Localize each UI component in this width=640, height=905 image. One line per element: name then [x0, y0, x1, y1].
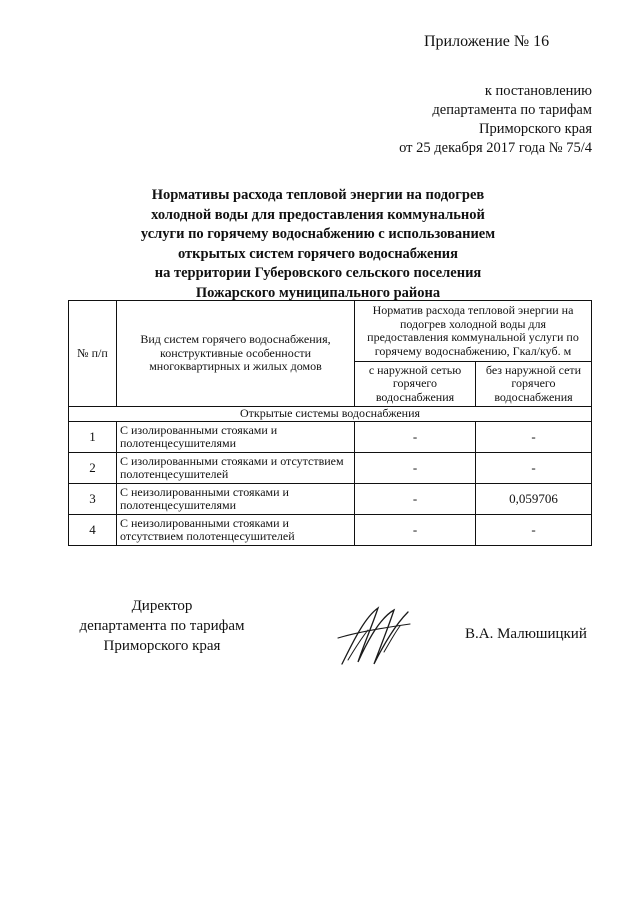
- norms-table: [68, 300, 592, 546]
- row-number: 3: [69, 484, 117, 515]
- title-line: на территории Губеровского сельского поселения: [154, 265, 482, 282]
- table-row: [69, 515, 592, 546]
- table-row: [69, 422, 592, 453]
- value-with-network: -: [355, 515, 476, 546]
- handwritten-signature: [334, 604, 414, 668]
- document-title: [118, 186, 518, 304]
- resolution-line: Приморского края: [478, 121, 592, 137]
- signatory-position: [72, 596, 252, 656]
- title-line: Пожарского муниципального района: [195, 284, 441, 301]
- header-norm: Норматив расхода тепловой энергии на подогрев холодной воды для предоставления коммунальной услуги по горячему водоснабжению, Гкал/куб. м: [355, 301, 592, 362]
- value-without-network: 0,059706: [476, 484, 592, 515]
- appendix-number: Приложение № 16: [424, 33, 550, 50]
- value-with-network: -: [355, 484, 476, 515]
- resolution-line: от 25 декабря 2017 года № 75/4: [399, 140, 592, 156]
- row-description: С неизолированными стояками и отсутствием полотенцесушителей: [117, 515, 355, 546]
- title-line: услуги по горячему водоснабжению с использованием: [140, 226, 496, 243]
- resolution-reference: [356, 82, 592, 158]
- row-number: 4: [69, 515, 117, 546]
- table-row: [69, 484, 592, 515]
- row-description: С изолированными стояками и отсутствием полотенцесушителей: [117, 453, 355, 484]
- position-line: Приморского края: [103, 638, 221, 654]
- value-with-network: -: [355, 453, 476, 484]
- value-without-network: -: [476, 422, 592, 453]
- header-with-network: с наружной сетью горячего водоснабжения: [355, 362, 476, 407]
- row-description: С изолированными стояками и полотенцесушителями: [117, 422, 355, 453]
- table-header-row: [69, 301, 592, 362]
- title-line: Нормативы расхода тепловой энергии на подогрев: [151, 187, 485, 203]
- title-line: холодной воды для предоставления коммунальной: [151, 206, 485, 223]
- value-with-network: -: [355, 422, 476, 453]
- signatory-name: В.А. Малюшицкий: [465, 626, 587, 642]
- resolution-line: департамента по тарифам: [432, 102, 592, 118]
- header-number: № п/п: [69, 301, 117, 407]
- position-line: департамента по тарифам: [79, 618, 245, 634]
- row-description: С неизолированными стояками и полотенцесушителями: [117, 484, 355, 515]
- row-number: 2: [69, 453, 117, 484]
- table-row: [69, 453, 592, 484]
- position-line: Директор: [131, 598, 193, 614]
- value-without-network: -: [476, 453, 592, 484]
- resolution-line: к постановлению: [484, 83, 592, 99]
- value-without-network: -: [476, 515, 592, 546]
- section-title: Открытые системы водоснабжения: [69, 407, 592, 422]
- header-system-type: Вид систем горячего водоснабжения, конструктивные особенности многоквартирных и жилых домов: [117, 301, 355, 407]
- title-line: открытых систем горячего водоснабжения: [177, 245, 458, 262]
- row-number: 1: [69, 422, 117, 453]
- header-without-network: без наружной сети горячего водоснабжения: [476, 362, 592, 407]
- section-row: [69, 407, 592, 422]
